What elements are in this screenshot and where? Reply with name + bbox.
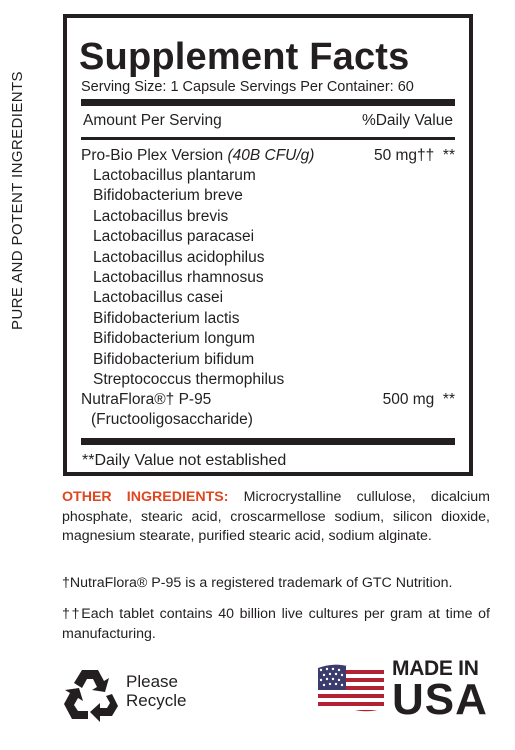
- list-item: Lactobacillus acidophilus: [93, 248, 265, 266]
- side-label: [4, 30, 30, 370]
- recycle-text: [126, 672, 186, 710]
- recycle-line-1: Please: [126, 672, 178, 691]
- other-ingredients-text: Microcrystalline cullulose, dicalcium phosphate, stearic acid, croscarmellose sodium, silicon dioxide, magnesium stearate, purified stearic acid, sodium alginate.: [62, 489, 490, 544]
- thick-divider: [81, 99, 455, 106]
- bottom-divider: [81, 438, 455, 445]
- culture-note: ††Each tablet contains 40 billion live cultures per gram at time of manufacturing.: [62, 606, 490, 642]
- strain-list: [81, 166, 455, 390]
- nutraflora-row: [81, 390, 455, 410]
- recycle-line-2: Recycle: [126, 691, 187, 710]
- other-ingredients: [62, 488, 490, 547]
- list-item: Lactobacillus paracasei: [93, 228, 255, 246]
- daily-value-footnote: **Daily Value not established: [82, 452, 287, 470]
- made-in-line-2: USA: [392, 675, 488, 724]
- column-headers: [81, 111, 455, 131]
- made-in-line-1: MADE IN: [392, 657, 479, 680]
- supplement-facts-panel: [63, 14, 473, 476]
- list-item: Bifidobacterium longum: [93, 330, 255, 348]
- list-item: Bifidobacterium bifidum: [93, 350, 255, 368]
- blend-amount: 50 mg††: [373, 147, 435, 164]
- list-item: Lactobacillus plantarum: [93, 167, 256, 184]
- nutraflora-subname: (Fructooligosaccharide): [91, 411, 253, 429]
- blend-dv: **: [442, 147, 455, 164]
- blend-row: [81, 146, 455, 166]
- medium-divider: [81, 137, 455, 140]
- nutraflora-amount: 500 mg: [382, 391, 435, 409]
- list-item: Lactobacillus rhamnosus: [93, 269, 264, 287]
- list-item: Bifidobacterium lactis: [93, 309, 240, 327]
- recycle-icon: [60, 664, 120, 724]
- nutraflora-name: NutraFlora®† P-95: [81, 391, 212, 409]
- nutraflora-dv: **: [442, 391, 455, 409]
- made-in-usa: [392, 657, 488, 724]
- blend-spec: (40B CFU/g): [227, 147, 315, 164]
- daily-value-header: %Daily Value: [361, 112, 453, 129]
- amount-header: Amount Per Serving: [83, 112, 222, 129]
- us-flag-icon: [316, 662, 386, 714]
- list-item: Lactobacillus brevis: [93, 207, 229, 225]
- facts-title: Supplement Facts: [79, 36, 410, 78]
- list-item: Lactobacillus casei: [93, 289, 224, 307]
- serving-info: Serving Size: 1 Capsule Servings Per Container: 60: [81, 79, 414, 95]
- list-item: Bifidobacterium breve: [93, 187, 243, 205]
- list-item: Streptococcus thermophilus: [93, 371, 285, 389]
- other-ingredients-label: OTHER INGREDIENTS:: [62, 489, 229, 505]
- trademark-note: †NutraFlora® P-95 is a registered trademark of GTC Nutrition.: [62, 575, 453, 591]
- side-label-text: PURE AND POTENT INGREDIENTS: [8, 70, 26, 330]
- blend-name: Pro-Bio Plex Version: [81, 147, 224, 164]
